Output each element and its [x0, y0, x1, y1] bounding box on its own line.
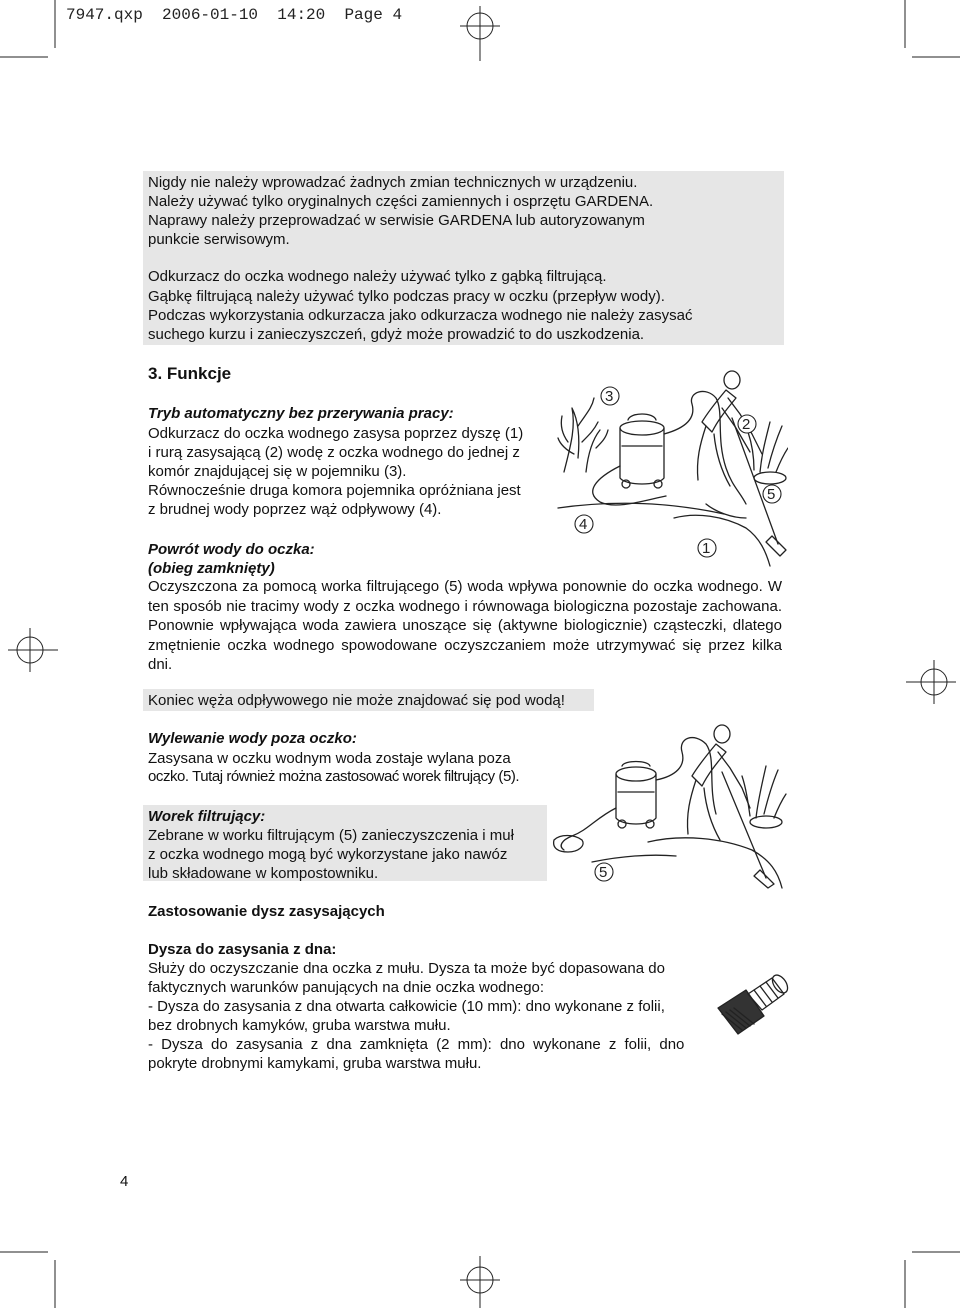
bottom-nozzle-illustration: [712, 968, 790, 1038]
callout-5: 5: [767, 486, 776, 503]
bottom-nozzle-line: - Dysza do zasysania z dna otwarta całkowicie (10 mm): dno wykonane z folii,: [148, 998, 665, 1015]
notice-line: suchego kurzu i zanieczyszczeń, gdyż może prowadzić to do uszkodzenia.: [148, 326, 645, 343]
auto-mode-line: i rurą zasysającą (2) wodę z oczka wodnego do jednej z: [148, 444, 520, 461]
bottom-nozzle-line: pokryte drobnymi kamykami, gruba warstwa mułu.: [148, 1055, 482, 1072]
outside-line: Zasysana w oczku wodnym woda zostaje wylana poza: [148, 750, 511, 767]
crop-mark-top-right: [880, 0, 960, 80]
filter-bag-line: z oczka wodnego mogą być wykorzystane jako nawóz: [148, 846, 508, 863]
notice-line: Naprawy należy przeprowadzać w serwisie GARDENA lub autoryzowanym: [148, 212, 645, 229]
hose-note: Koniec węża odpływowego nie może znajdować się pod wodą!: [148, 692, 565, 709]
registration-mark-top: [460, 6, 500, 66]
notice-line: Odkurzacz do oczka wodnego należy używać tylko z gąbką filtrującą.: [148, 268, 607, 285]
auto-mode-line: Odkurzacz do oczka wodnego zasysa poprzez dyszę (1): [148, 425, 524, 442]
auto-mode-line: komór znajdującej się w pojemniku (3).: [148, 463, 407, 480]
auto-mode-line: Równocześnie druga komora pojemnika opróżniana jest: [148, 482, 521, 499]
notice-line: Nigdy nie należy wprowadzać żadnych zmian technicznych w urządzeniu.: [148, 174, 638, 191]
bottom-nozzle-line: bez drobnych kamyków, gruba warstwa mułu.: [148, 1017, 451, 1034]
return-water-subheading: (obieg zamknięty): [148, 560, 275, 577]
registration-mark-right: [906, 660, 956, 704]
callout-1: 1: [702, 540, 711, 557]
print-slug: 7947.qxp 2006-01-10 14:20 Page 4: [66, 6, 403, 24]
pond-vacuum-illustration-pouring-outside: [552, 722, 788, 890]
notice-line: Gąbkę filtrującą należy używać tylko podczas pracy w oczku (przepływ wody).: [148, 288, 665, 305]
filter-bag-heading: Worek filtrujący:: [148, 808, 266, 825]
auto-mode-line: z brudnej wody poprzez wąż odpływowy (4).: [148, 501, 442, 518]
notice-line: Należy używać tylko oryginalnych części zamiennych i osprzętu GARDENA.: [148, 193, 654, 210]
return-water-text: Oczyszczona za pomocą worka filtrującego (5) woda wpływa ponownie do oczka wodnego. W ten sposób nie tracimy wody z oczka wodnego i równowaga biologiczna pozostaje zachowana. Ponownie wpływająca woda zawiera unoszące się (aktywne biologicznie) cząsteczki, dlatego zmętnienie oczka wodnego spowodowane oczyszczaniem może utrzymywać się przez kilka dni.: [148, 578, 782, 673]
registration-mark-left: [8, 628, 58, 672]
page-number: 4: [120, 1173, 129, 1190]
callout-5: 5: [599, 864, 608, 881]
bottom-nozzle-line: faktycznych warunków panujących na dnie oczka wodnego:: [148, 979, 545, 996]
callout-4: 4: [579, 516, 588, 533]
crop-mark-bottom-left: [0, 1238, 80, 1308]
filter-bag-line: Zebrane w worku filtrującym (5) zanieczyszczenia i muł: [148, 827, 514, 844]
section-title: 3. Funkcje: [148, 364, 232, 383]
pond-vacuum-illustration-closed-loop: [556, 368, 788, 570]
callout-2: 2: [742, 416, 751, 433]
filter-bag-line: lub składowane w kompostowniku.: [148, 865, 379, 882]
bottom-nozzle-heading: Dysza do zasysania z dna:: [148, 941, 337, 958]
outside-heading: Wylewanie wody poza oczko:: [148, 730, 357, 747]
registration-mark-bottom: [460, 1256, 500, 1308]
nozzles-heading: Zastosowanie dysz zasysających: [148, 903, 385, 920]
notice-line: punkcie serwisowym.: [148, 231, 290, 248]
crop-mark-top-left: [0, 0, 80, 80]
return-water-heading: Powrót wody do oczka:: [148, 541, 315, 558]
auto-mode-heading: Tryb automatyczny bez przerywania pracy:: [148, 405, 454, 422]
crop-mark-bottom-right: [880, 1238, 960, 1308]
notice-line: Podczas wykorzystania odkurzacza jako odkurzacza wodnego nie należy zasysać: [148, 307, 693, 324]
callout-3: 3: [605, 388, 614, 405]
outside-line: oczko. Tutaj również można zastosować worek filtrujący (5).: [148, 768, 520, 785]
bottom-nozzle-line: - Dysza do zasysania z dna zamknięta (2 mm): dno wykonane z folii, dno: [148, 1036, 685, 1053]
bottom-nozzle-line: Służy do oczyszczanie dna oczka z mułu. Dysza ta może być dopasowana do: [148, 960, 665, 977]
